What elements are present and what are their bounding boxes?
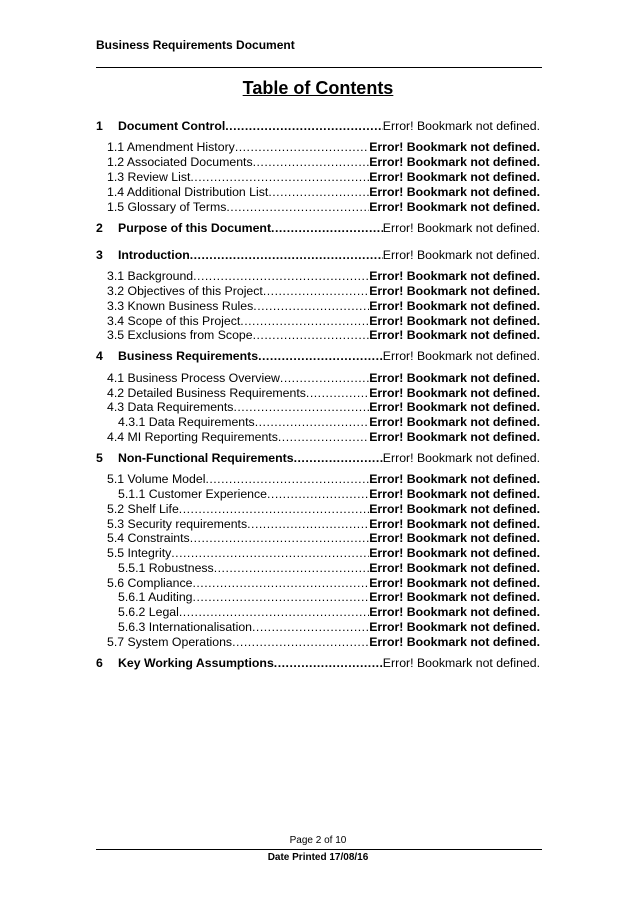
toc-entry-page: Error! Bookmark not defined. (369, 531, 540, 545)
toc-entry-4-3[interactable] (96, 399, 540, 415)
toc-entry-5-6-1[interactable] (96, 589, 540, 605)
toc-entry-page: Error! Bookmark not defined. (369, 517, 540, 531)
toc-entry-page: Error! Bookmark not defined. (382, 656, 540, 670)
toc-entry-page: Error! Bookmark not defined. (369, 170, 540, 184)
leader-dots (190, 247, 383, 263)
toc-entry-page: Error! Bookmark not defined. (369, 576, 540, 590)
leader-dots (171, 545, 369, 561)
toc-entry-3[interactable] (96, 247, 540, 263)
toc-entry-label: 4.1 Business Process Overview (107, 371, 280, 385)
toc-entry-page: Error! Bookmark not defined. (369, 185, 540, 199)
leader-dots (193, 268, 369, 284)
toc-entry-label: 5.6.3 Internationalisation (118, 620, 252, 634)
leader-dots (280, 370, 369, 386)
toc-entry-page: Error! Bookmark not defined. (369, 472, 540, 486)
toc-entry-4-3-1[interactable] (96, 414, 540, 430)
toc-entry-label: 5.6.2 Legal (118, 605, 179, 619)
leader-dots (225, 118, 383, 134)
toc-entry-label: 4.3.1 Data Requirements (118, 415, 255, 429)
toc-entry-page: Error! Bookmark not defined. (369, 400, 540, 414)
toc-entry-label: 5.2 Shelf Life (107, 502, 179, 516)
leader-dots (253, 327, 370, 343)
toc-entry-page: Error! Bookmark not defined. (369, 155, 540, 169)
toc-entry-page: Error! Bookmark not defined. (369, 371, 540, 385)
leader-dots (253, 154, 370, 170)
toc-entry-page: Error! Bookmark not defined. (369, 314, 540, 328)
toc-entry-page: Error! Bookmark not defined. (382, 451, 540, 465)
leader-dots (274, 655, 383, 671)
toc-entry-label: 4.2 Detailed Business Requirements (107, 386, 306, 400)
toc-entry-5[interactable] (96, 450, 540, 466)
toc-entry-number: 5 (96, 451, 103, 465)
toc-entry-4[interactable] (96, 348, 540, 364)
toc-entry-page: Error! Bookmark not defined. (369, 620, 540, 634)
toc-entry-page: Error! Bookmark not defined. (369, 284, 540, 298)
toc-entry-5-2[interactable] (96, 501, 540, 517)
document-title: Business Requirements Document (96, 38, 295, 52)
toc-entry-page: Error! Bookmark not defined. (369, 487, 540, 501)
toc-entry-page: Error! Bookmark not defined. (369, 415, 540, 429)
toc-entry-label: 1.3 Review List (107, 170, 191, 184)
toc-entry-label: 4.4 MI Reporting Requirements (107, 430, 278, 444)
toc-entry-page: Error! Bookmark not defined. (382, 221, 540, 235)
toc-entry-label: Non-Functional Requirements (118, 451, 294, 465)
toc-entry-label: 5.3 Security requirements (107, 517, 248, 531)
toc-entry-number: 6 (96, 656, 103, 670)
toc-entry-label: 5.6 Compliance (107, 576, 193, 590)
toc-entry-label: 5.6.1 Auditing (118, 590, 193, 604)
toc-entry-5-6-3[interactable] (96, 619, 540, 635)
toc-title: Table of Contents (242, 78, 394, 98)
leader-dots (263, 283, 369, 299)
toc-entry-page: Error! Bookmark not defined. (369, 269, 540, 283)
toc-entry-label: 1.2 Associated Documents (107, 155, 253, 169)
toc-entry-page: Error! Bookmark not defined. (369, 502, 540, 516)
toc-entry-page: Error! Bookmark not defined. (369, 200, 540, 214)
leader-dots (190, 169, 369, 185)
toc-entry-label: Business Requirements (118, 349, 259, 363)
toc-entry-label: 3.5 Exclusions from Scope (107, 328, 253, 342)
toc-entry-label: 5.7 System Operations (107, 635, 233, 649)
toc-entry-2[interactable] (96, 220, 540, 236)
toc-entry-1[interactable] (96, 118, 540, 134)
toc-entry-label: 3.4 Scope of this Project (107, 314, 241, 328)
leader-dots (235, 139, 369, 155)
toc-entry-page: Error! Bookmark not defined. (369, 561, 540, 575)
toc-entry-6[interactable] (96, 655, 540, 671)
toc-entry-page: Error! Bookmark not defined. (382, 349, 540, 363)
toc-entry-number: 4 (96, 349, 103, 363)
toc-entry-3-5[interactable] (96, 327, 540, 343)
toc-entry-label: 1.4 Additional Distribution List (107, 185, 269, 199)
toc-entry-page: Error! Bookmark not defined. (382, 248, 540, 262)
leader-dots (252, 619, 369, 635)
toc-entry-3-2[interactable] (96, 283, 540, 299)
toc-entry-page: Error! Bookmark not defined. (369, 299, 540, 313)
toc-entry-1-4[interactable] (96, 184, 540, 200)
leader-dots (294, 450, 383, 466)
toc-entry-5-1-1[interactable] (96, 486, 540, 502)
leader-dots (214, 560, 369, 576)
toc-entry-number: 1 (96, 119, 103, 133)
toc-entry-4-1[interactable] (96, 370, 540, 386)
toc-entry-label: 1.5 Glossary of Terms (107, 200, 227, 214)
toc-entry-1-2[interactable] (96, 154, 540, 170)
leader-dots (232, 634, 369, 650)
toc-entry-page: Error! Bookmark not defined. (369, 140, 540, 154)
toc-entry-1-3[interactable] (96, 169, 540, 185)
toc-entry-1-1[interactable] (96, 139, 540, 155)
page-number: Page 2 of 10 (289, 835, 347, 846)
toc-entry-label: 4.3 Data Requirements (107, 400, 234, 414)
leader-dots (253, 298, 369, 314)
toc-entry-3-1[interactable] (96, 268, 540, 284)
leader-dots (190, 530, 369, 546)
leader-dots (233, 399, 369, 415)
toc-entry-label: Key Working Assumptions (118, 656, 274, 670)
toc-entry-5-5-1[interactable] (96, 560, 540, 576)
toc-entry-page: Error! Bookmark not defined. (369, 605, 540, 619)
toc-entry-label: Introduction (118, 248, 190, 262)
toc-entry-page: Error! Bookmark not defined. (369, 386, 540, 400)
leader-dots (267, 486, 369, 502)
leader-dots (255, 414, 369, 430)
toc-entry-label: 5.5.1 Robustness (118, 561, 214, 575)
leader-dots (278, 429, 369, 445)
toc-entry-label: 5.4 Constraints (107, 531, 190, 545)
toc-entry-page: Error! Bookmark not defined. (369, 635, 540, 649)
toc-entry-5-6-2[interactable] (96, 604, 540, 620)
toc-entry-page: Error! Bookmark not defined. (369, 328, 540, 342)
leader-dots (179, 604, 369, 620)
toc-entry-label: 5.5 Integrity (107, 546, 172, 560)
toc-entry-label: 5.1.1 Customer Experience (118, 487, 268, 501)
toc-entry-1-5[interactable] (96, 199, 540, 215)
leader-dots (205, 471, 369, 487)
leader-dots (193, 589, 370, 605)
toc-entry-5-5[interactable] (96, 545, 540, 561)
toc-entry-label: 3.3 Known Business Rules (107, 299, 254, 313)
toc-entry-number: 2 (96, 221, 103, 235)
toc-entry-label: Purpose of this Document (118, 221, 272, 235)
toc-entry-label: 3.1 Background (107, 269, 194, 283)
toc-entry-page: Error! Bookmark not defined. (382, 119, 540, 133)
footer-rule (96, 849, 542, 850)
toc-entry-page: Error! Bookmark not defined. (369, 590, 540, 604)
leader-dots (179, 501, 369, 517)
toc-entry-page: Error! Bookmark not defined. (369, 546, 540, 560)
date-printed: Date Printed 17/08/16 (267, 852, 369, 863)
leader-dots (258, 348, 383, 364)
toc-entry-3-3[interactable] (96, 298, 540, 314)
toc-entry-label: 5.1 Volume Model (107, 472, 206, 486)
toc-entry-label: Document Control (118, 119, 226, 133)
toc-entry-5-7[interactable] (96, 634, 540, 650)
toc-entry-label: 3.2 Objectives of this Project (107, 284, 263, 298)
toc-entry-5-1[interactable] (96, 471, 540, 487)
leader-dots (226, 199, 369, 215)
leader-dots (268, 184, 369, 200)
header-rule (96, 67, 542, 68)
toc-entry-number: 3 (96, 248, 103, 262)
toc-entry-page: Error! Bookmark not defined. (369, 430, 540, 444)
toc-entry-label: 1.1 Amendment History (107, 140, 235, 154)
toc-entry-5-4[interactable] (96, 530, 540, 546)
leader-dots (271, 220, 383, 236)
toc-entry-4-4[interactable] (96, 429, 540, 445)
